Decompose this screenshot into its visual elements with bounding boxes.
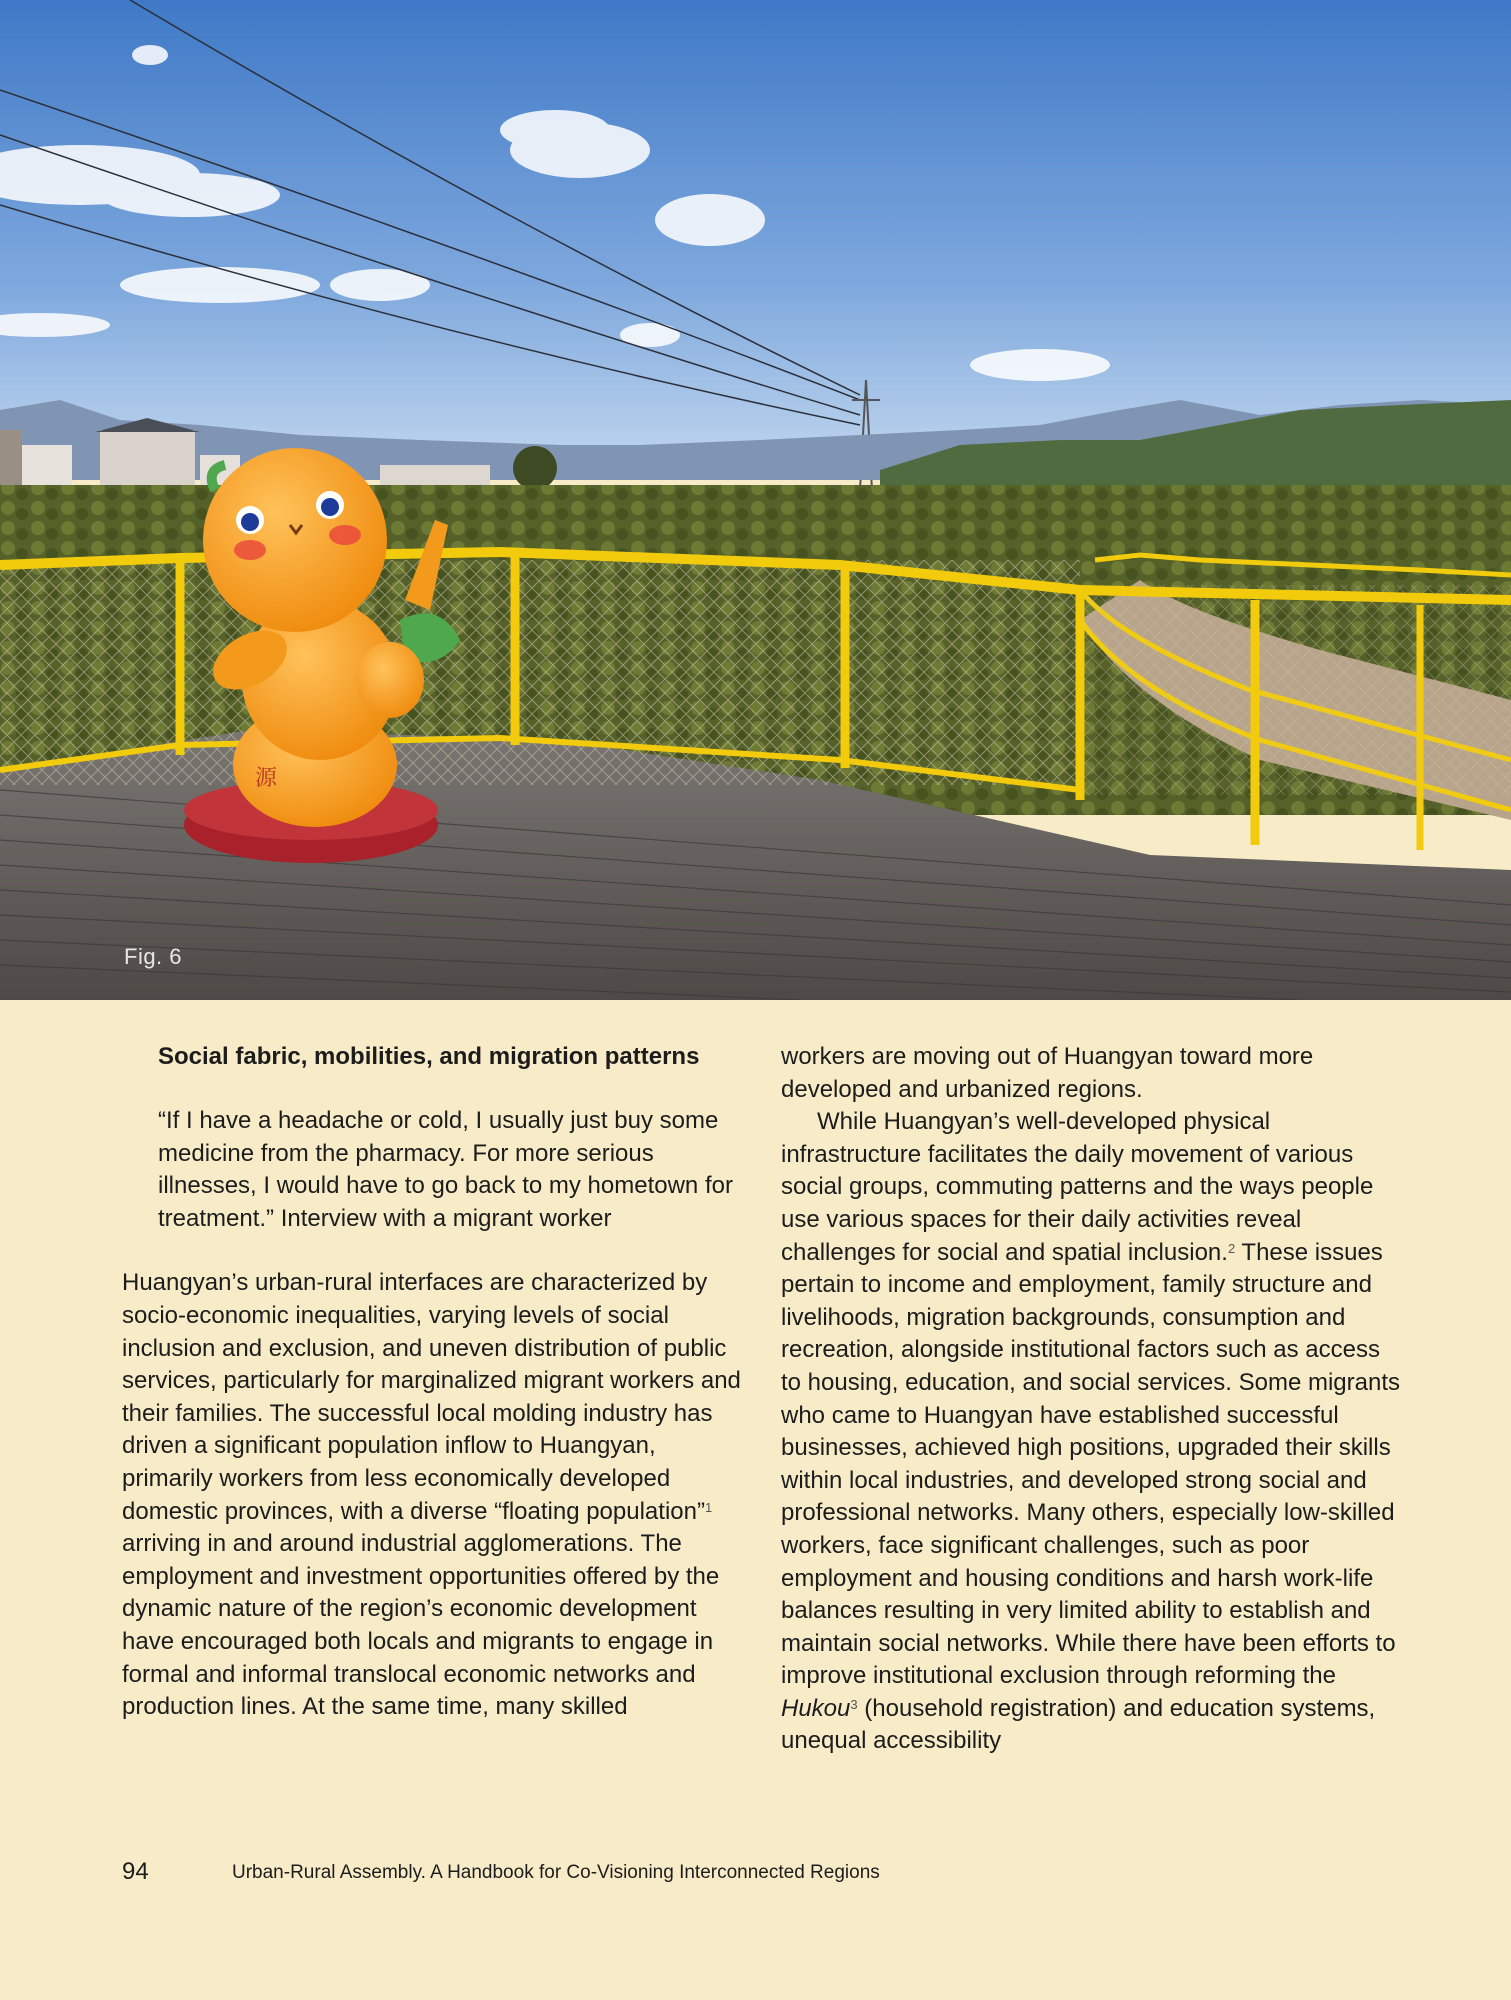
interview-quote: “If I have a headache or cold, I usually just buy some medicine from the pharmacy. For more serious illnesses, I would have to go back to my hometown for treatment.” Interview with a migrant worker (158, 1107, 733, 1232)
footnote-marker-2[interactable]: 2 (1227, 1240, 1236, 1256)
right-body-text-b: While Huangyan’s well-developed physical infrastructure facilitates the daily movement of various social groups, commuting patterns and the ways people use various spaces for their daily activities reveal challenges for social and spatial inclusion. (781, 1108, 1374, 1266)
right-column (781, 1041, 1401, 1758)
svg-text:源: 源 (255, 766, 278, 791)
left-body-paragraph (122, 1267, 742, 1723)
left-column (122, 1041, 742, 1724)
left-body-text-b: arriving in and around industrial agglomerations. The employment and investment opportunities offered by the dynamic nature of the region’s economic development have encouraged both locals and migrants to engage in formal and informal translocal economic networks and production lines. At the same time, many skilled (122, 1530, 720, 1721)
right-continued-paragraph: workers are moving out of Huangyan toward more developed and urbanized regions. (781, 1043, 1314, 1103)
right-body-text-d: (household registration) and education systems, unequal accessibility (781, 1694, 1376, 1755)
left-body-text-a: Huangyan’s urban-rural interfaces are characterized by socio-economic inequalities, varying levels of social inclusion and exclusion, and uneven distribution of public services, particularly for marginalized migrant workers and their families. The successful local molding industry has driven a significant population inflow to Huangyan, primarily workers from less economically developed domestic provinces, with a diverse “floating population” (122, 1269, 741, 1525)
footnote-marker-3[interactable]: 3 (850, 1696, 858, 1712)
figure-label: Fig. 6 (124, 944, 183, 969)
footnote-marker-1[interactable]: 1 (704, 1499, 713, 1515)
section-heading: Social fabric, mobilities, and migration patterns (158, 1043, 700, 1070)
sky (0, 0, 1511, 470)
running-footer-title: Urban-Rural Assembly. A Handbook for Co-Visioning Interconnected Regions (232, 1862, 880, 1883)
hukou-term: Hukou (781, 1694, 851, 1722)
page-number: 94 (122, 1858, 149, 1885)
right-body-text-c: These issues pertain to income and employment, family structure and livelihoods, migration backgrounds, consumption and recreation, alongside institutional factors such as access to housing, education, and social services. Some migrants who came to Huangyan have established successful businesses, achieved high positions, upgraded their skills within local industries, and developed strong social and professional networks. Many others, especially low-skilled workers, face significant challenges, such as poor employment and housing conditions and harsh work-life balances resulting in very limited ability to establish and maintain social networks. While there have been efforts to improve institutional exclusion through reforming the (781, 1238, 1400, 1690)
right-body-paragraph (781, 1106, 1401, 1758)
